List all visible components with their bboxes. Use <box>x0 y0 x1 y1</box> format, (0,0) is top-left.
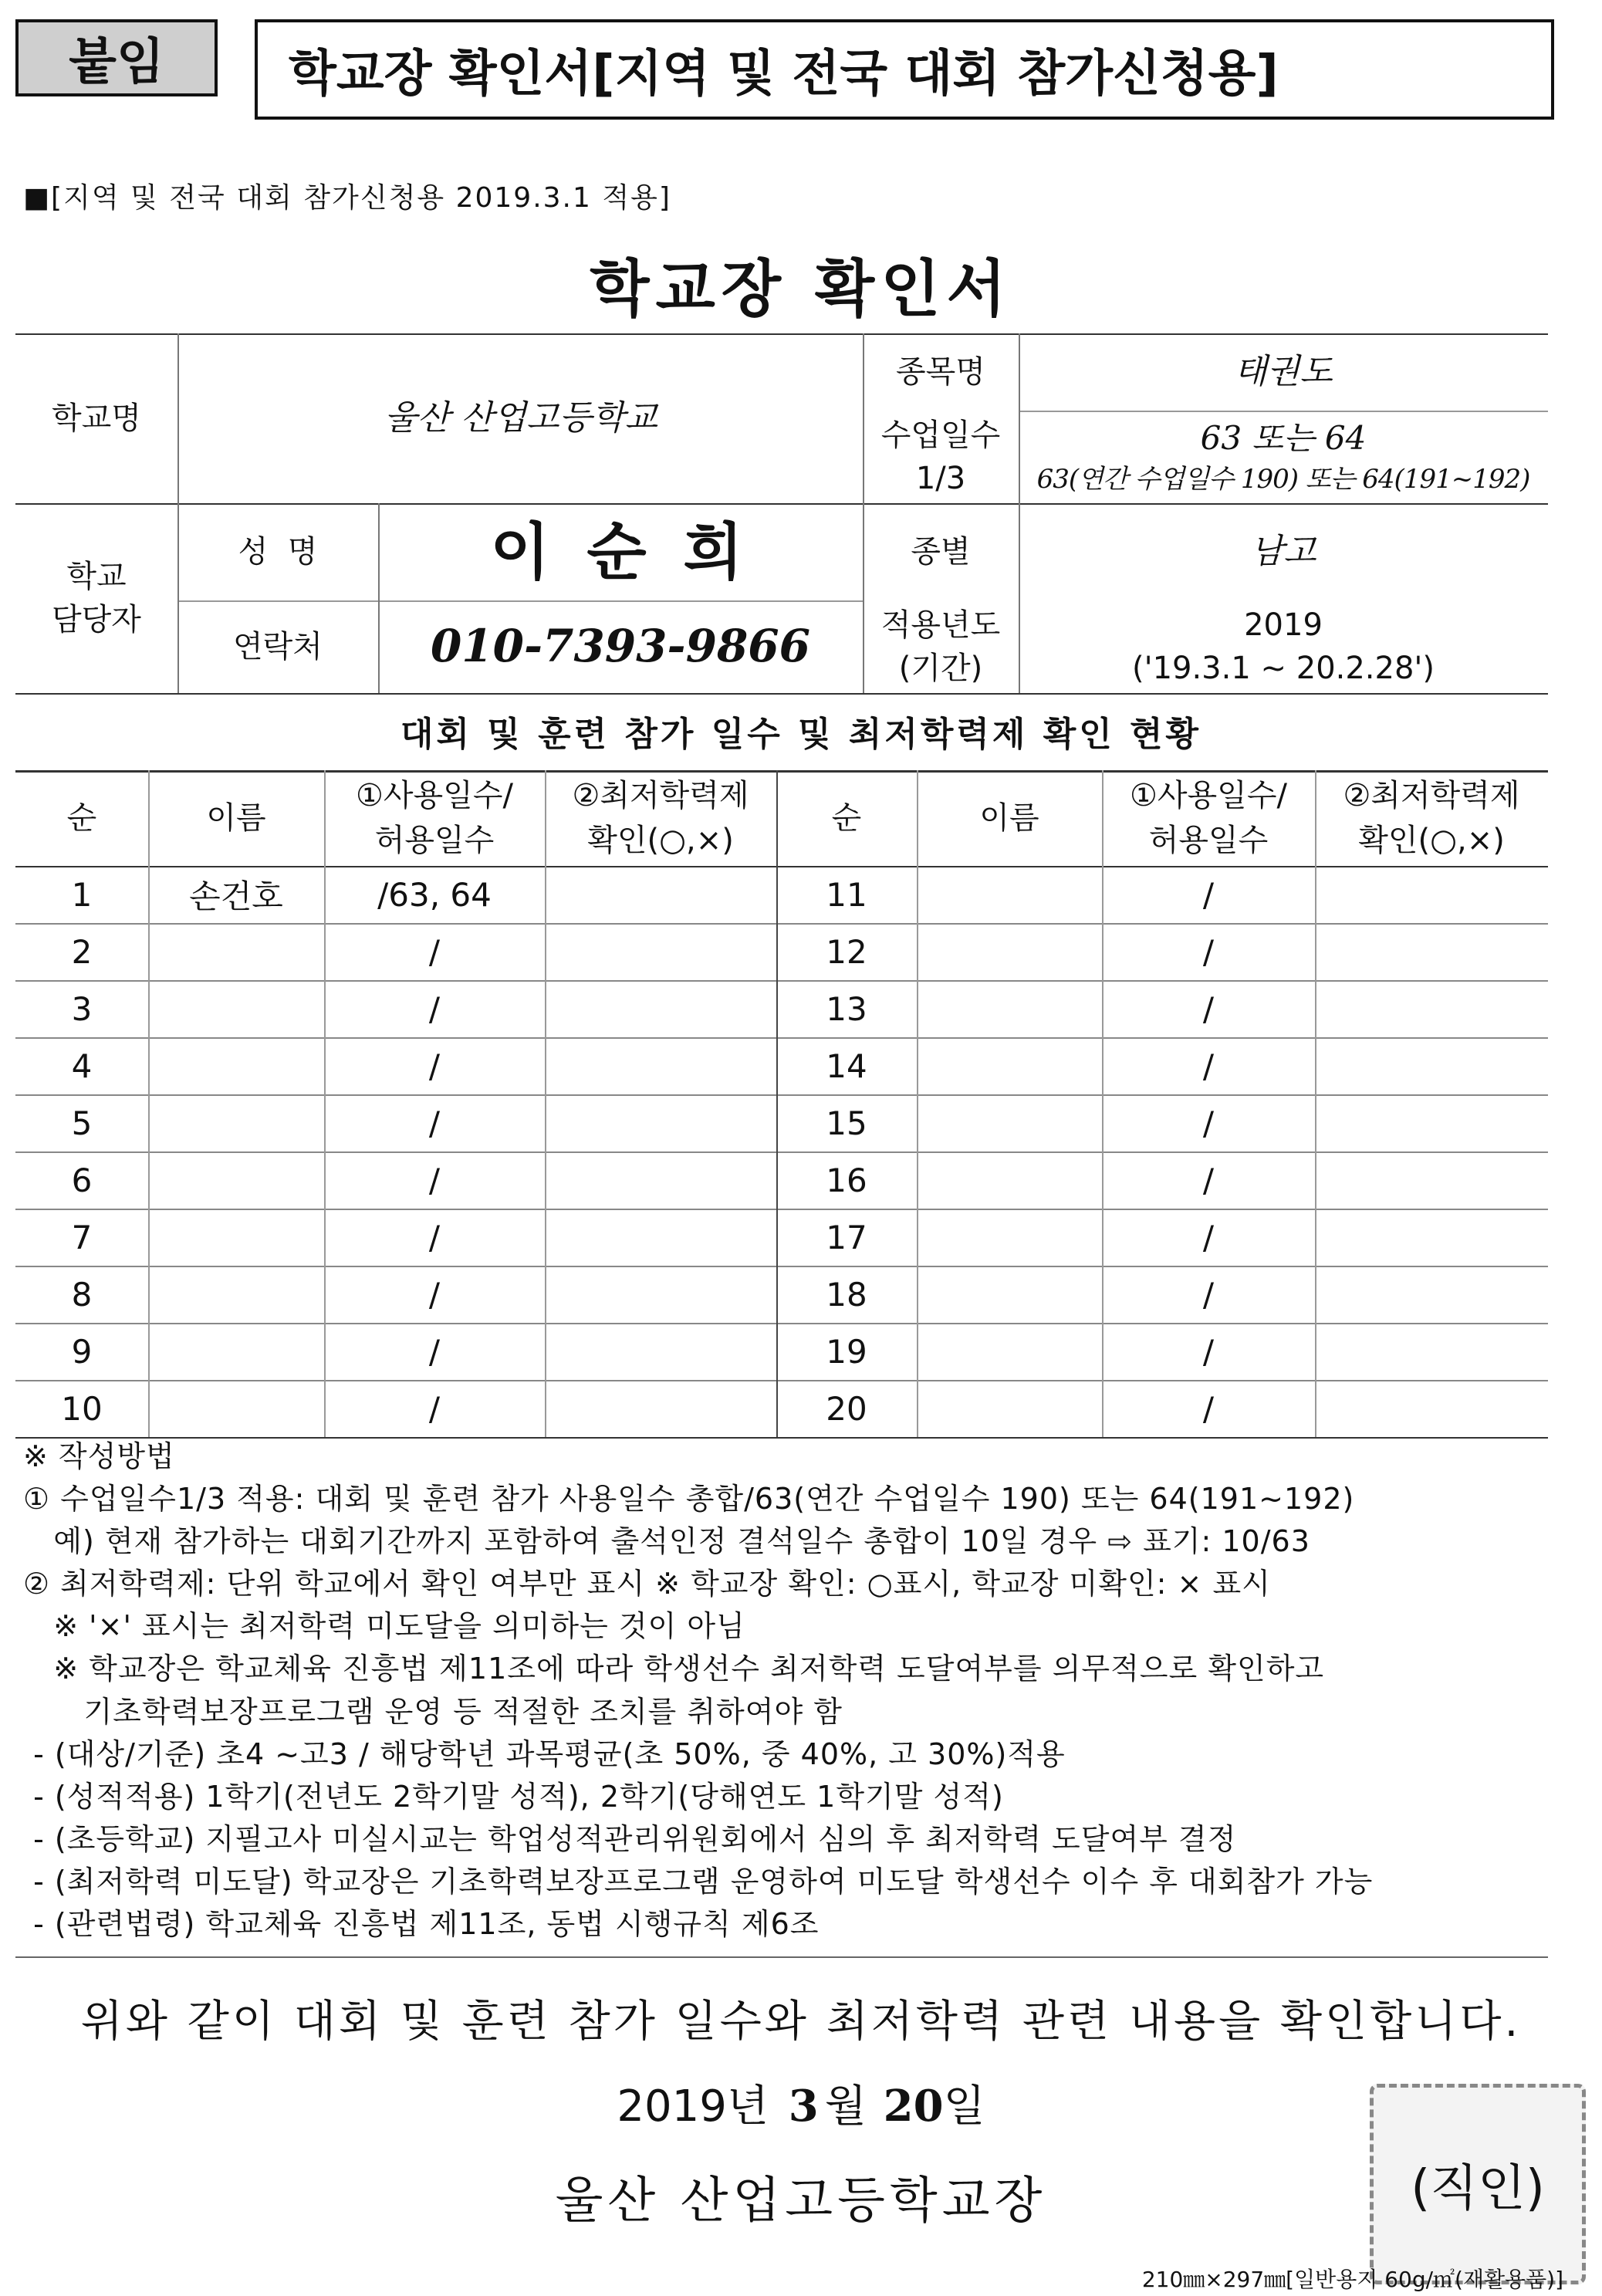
official-seal: (직인) <box>1370 2084 1586 2284</box>
table-cell-no: 6 <box>71 1161 93 1199</box>
header-name: 이름 <box>979 800 1039 836</box>
table-cell-check <box>1315 923 1548 980</box>
instruction-line: - (초등학교) 지필고사 미실시교는 학업성적관리위원회에서 심의 후 최저학력 도달여부 결정 <box>23 1821 1237 1856</box>
header-no: 순 <box>66 800 97 836</box>
table-cell-days: / <box>1202 1275 1215 1314</box>
table-col-line <box>776 770 778 1437</box>
table-cell-days: / <box>1202 1161 1215 1199</box>
table-col-line <box>1102 770 1103 1437</box>
table-cell-name <box>148 1094 324 1151</box>
table-cell-check <box>545 923 776 980</box>
table-cell-days: / <box>1202 1104 1215 1142</box>
instruction-line: - (성적적용) 1학기(전년도 2학기말 성적), 2학기(당해연도 1학기말 성적) <box>23 1779 1004 1814</box>
table-row-line <box>15 1323 1548 1324</box>
header-days <box>324 770 545 866</box>
table-cell-days: / <box>1202 1332 1215 1371</box>
table-cell-check <box>1315 1094 1548 1151</box>
date-day: 20 <box>883 2081 944 2132</box>
table-row-line <box>15 866 1548 867</box>
table-cell-no: 14 <box>826 1047 867 1085</box>
confirmation-statement: 위와 같이 대회 및 훈련 참가 일수와 최저학력 관련 내용을 확인합니다. <box>80 1997 1522 2047</box>
table-cell-no: 11 <box>826 875 867 914</box>
header-days-line: ①사용일수/ <box>356 778 513 813</box>
table-cell-no: 8 <box>71 1275 93 1314</box>
table-cell-days: / <box>428 1104 441 1142</box>
gender-value: 남고 <box>1250 532 1316 572</box>
instructions-heading: ※ 작성방법 <box>23 1439 175 1473</box>
days-value-main: 63 또는 64 <box>1200 418 1367 457</box>
table-cell-check <box>545 866 776 923</box>
table-cell-days: / <box>428 1389 441 1428</box>
table-cell-no: 20 <box>826 1389 867 1428</box>
table-cell-check <box>1315 1266 1548 1323</box>
table-row-line <box>15 980 1548 982</box>
table-cell-no: 2 <box>71 932 93 971</box>
table-cell-no: 1 <box>71 875 93 914</box>
table-cell-no: 16 <box>826 1161 867 1199</box>
table-cell-name <box>917 1037 1102 1094</box>
instruction-line: ② 최저학력제: 단위 학교에서 확인 여부만 표시 ※ 학교장 확인: ○표시, 학교장 미확인: × 표시 <box>23 1567 1271 1601</box>
table-cell-no: 19 <box>826 1332 867 1371</box>
table-cell-days: / <box>428 1275 441 1314</box>
table-cell-no: 13 <box>826 989 867 1028</box>
table-cell-no: 9 <box>71 1332 93 1371</box>
instruction-line: 기초학력보장프로그램 운영 등 적절한 조치를 취하여야 함 <box>23 1694 843 1729</box>
table-cell-days: / <box>1202 875 1215 914</box>
school-label: 학교명 <box>52 401 141 436</box>
table-cell-check <box>545 1266 776 1323</box>
table-cell-no: 17 <box>826 1218 867 1256</box>
table-cell-check <box>1315 866 1548 923</box>
table-cell-days: / <box>1202 1389 1215 1428</box>
header-check-line: 확인(○,×) <box>587 823 734 858</box>
table-cell-name <box>917 923 1102 980</box>
header-days-line: 허용일수 <box>374 823 495 858</box>
header-days-line: ①사용일수/ <box>1130 778 1287 813</box>
phone-label: 연락처 <box>233 629 323 664</box>
table-top-border <box>15 770 1548 773</box>
table-cell-name <box>148 1323 324 1380</box>
table-cell-name <box>917 1094 1102 1151</box>
table-cell-name <box>917 980 1102 1037</box>
date-month-unit: 월 <box>824 2081 867 2132</box>
table-cell-name <box>148 1151 324 1209</box>
instruction-line: - (관련법령) 학교체육 진흥법 제11조, 동법 시행규칙 제6조 <box>23 1907 820 1942</box>
table-row-line <box>15 1380 1548 1381</box>
signer-name: 울산 산업고등학교장 <box>555 2173 1047 2230</box>
table-row-line <box>15 1094 1548 1096</box>
table-row-line <box>15 1037 1548 1039</box>
table-cell-check <box>545 1094 776 1151</box>
header-check <box>545 770 776 866</box>
table-cell-check <box>545 980 776 1037</box>
table-cell-days: / <box>1202 1218 1215 1256</box>
table-cell-check <box>1315 1037 1548 1094</box>
table-cell-name <box>148 980 324 1037</box>
school-value: 울산 산업고등학교 <box>384 398 658 438</box>
name-label: 성 명 <box>238 534 318 570</box>
instruction-line: - (대상/기준) 초4 ~고3 / 해당학년 과목평균(초 50%, 중 40%, 고 30%)적용 <box>23 1736 1066 1771</box>
table-cell-days: /63, 64 <box>377 875 492 914</box>
page-title: 학교장 확인서 <box>590 253 1012 325</box>
table-cell-name <box>148 1266 324 1323</box>
table-cell-name <box>917 1209 1102 1266</box>
instructions <box>23 1435 1582 1946</box>
table-cell-check <box>545 1323 776 1380</box>
instruction-line: ※ '×' 표시는 최저학력 미도달을 의미하는 것이 아님 <box>23 1609 745 1644</box>
table-cell-name <box>917 866 1102 923</box>
table-cell-check <box>545 1209 776 1266</box>
year-label <box>863 600 1019 693</box>
table-cell-no: 3 <box>71 989 93 1028</box>
days-value-detail: 63(연간 수업일수 190) 또는 64(191~192) <box>1036 463 1530 495</box>
table-col-line <box>917 770 918 1437</box>
table-cell-days: / <box>1202 932 1215 971</box>
header-check-line: ②최저학력제 <box>572 778 749 813</box>
table-row-line <box>15 1209 1548 1210</box>
table-cell-check <box>545 1037 776 1094</box>
table-row-line <box>15 1266 1548 1267</box>
table-cell-no: 12 <box>826 932 867 971</box>
instruction-line: 예) 현재 참가하는 대회기간까지 포함하여 출석인정 결석일수 총합이 10일 경우 ⇨ 표기: 10/63 <box>23 1524 1310 1559</box>
header-no: 순 <box>831 800 862 836</box>
header-days <box>1102 770 1315 866</box>
event-label: 종목명 <box>896 354 985 390</box>
document-banner: 학교장 확인서[지역 및 전국 대회 참가신청용] <box>255 19 1554 120</box>
table-cell-no: 7 <box>71 1218 93 1256</box>
info-bottom-border <box>15 693 1548 695</box>
table-cell-days: / <box>428 1047 441 1085</box>
gender-label: 종별 <box>911 534 971 570</box>
table-cell-days: / <box>428 989 441 1028</box>
table-cell-name <box>917 1266 1102 1323</box>
table-col-line <box>1315 770 1316 1437</box>
table-cell-name <box>917 1380 1102 1437</box>
header-check-line: ②최저학력제 <box>1343 778 1520 813</box>
days-label <box>863 411 1019 503</box>
instruction-line: - (최저학력 미도달) 학교장은 기초학력보장프로그램 운영하여 미도달 학생선수 이수 후 대회참가 가능 <box>23 1864 1374 1899</box>
table-cell-days: / <box>428 932 441 971</box>
table-cell-name <box>917 1323 1102 1380</box>
year-label-line: 적용년도 <box>880 607 1001 643</box>
name-value: 이 순 희 <box>490 516 751 588</box>
table-cell-check <box>1315 980 1548 1037</box>
instruction-line: ① 수업일수1/3 적용: 대회 및 훈련 참가 사용일수 총합/63(연간 수업일수 190) 또는 64(191~192) <box>23 1482 1355 1517</box>
table-cell-days: / <box>428 1161 441 1199</box>
table-cell-check <box>1315 1151 1548 1209</box>
date-day-unit: 일 <box>943 2081 985 2132</box>
days-label-line: 1/3 <box>915 461 966 496</box>
date-year: 2019년 <box>617 2081 769 2132</box>
table-row-line <box>15 923 1548 925</box>
table-cell-days: / <box>1202 1047 1215 1085</box>
year-value-main: 2019 <box>1244 607 1323 643</box>
table-col-line <box>545 770 546 1437</box>
table-col-line <box>324 770 326 1437</box>
event-value: 태권도 <box>1234 352 1333 392</box>
days-label-line: 수업일수 <box>880 418 1001 453</box>
contact-group-label-line: 학교 <box>66 559 127 594</box>
table-cell-no: 4 <box>71 1047 93 1085</box>
instruction-line: ※ 학교장은 학교체육 진흥법 제11조에 따라 학생선수 최저학력 도달여부를 의무적으로 확인하고 <box>23 1652 1325 1686</box>
table-cell-check <box>1315 1323 1548 1380</box>
table-cell-name <box>148 923 324 980</box>
year-value-period: ('19.3.1 ~ 20.2.28') <box>1131 651 1435 686</box>
header-check <box>1315 770 1548 866</box>
table-cell-name <box>917 1151 1102 1209</box>
year-value <box>1019 600 1548 693</box>
table-cell-days: / <box>1202 989 1215 1028</box>
table-row-line <box>15 1151 1548 1153</box>
confirmation-date <box>0 2072 1602 2134</box>
table-cell-name <box>148 1209 324 1266</box>
table-cell-days: / <box>428 1218 441 1256</box>
date-month: 3 <box>788 2081 819 2132</box>
table-cell-check <box>1315 1380 1548 1437</box>
paper-spec: 210㎜×297㎜[일반용지 60g/㎡(재활용품)] <box>1141 2267 1563 2292</box>
table-cell-no: 10 <box>61 1389 103 1428</box>
phone-value: 010-7393-9866 <box>430 620 811 673</box>
header-name: 이름 <box>206 800 266 836</box>
table-cell-days: / <box>428 1332 441 1371</box>
form-note: ■[지역 및 전국 대회 참가신청용 2019.3.1 적용] <box>23 182 671 214</box>
table-cell-no: 18 <box>826 1275 867 1314</box>
contact-group-label <box>15 503 177 693</box>
table-cell-name: 손건호 <box>189 877 283 915</box>
table-cell-check <box>1315 1209 1548 1266</box>
section-title: 대회 및 훈련 참가 일수 및 최저학력제 확인 현황 <box>400 715 1202 754</box>
table-cell-no: 15 <box>826 1104 867 1142</box>
table-cell-check <box>545 1380 776 1437</box>
header-check-line: 확인(○,×) <box>1358 823 1505 858</box>
contact-group-label-line: 담당자 <box>52 602 141 637</box>
days-value <box>1019 411 1548 503</box>
attachment-tag: 붙임 <box>15 19 218 96</box>
table-col-line <box>148 770 150 1437</box>
table-cell-name <box>148 1380 324 1437</box>
table-cell-name <box>148 1037 324 1094</box>
notes-bottom-border <box>15 1956 1548 1958</box>
year-label-line: (기간) <box>898 651 983 686</box>
table-cell-no: 5 <box>71 1104 93 1142</box>
header-days-line: 허용일수 <box>1148 823 1269 858</box>
table-cell-check <box>545 1151 776 1209</box>
